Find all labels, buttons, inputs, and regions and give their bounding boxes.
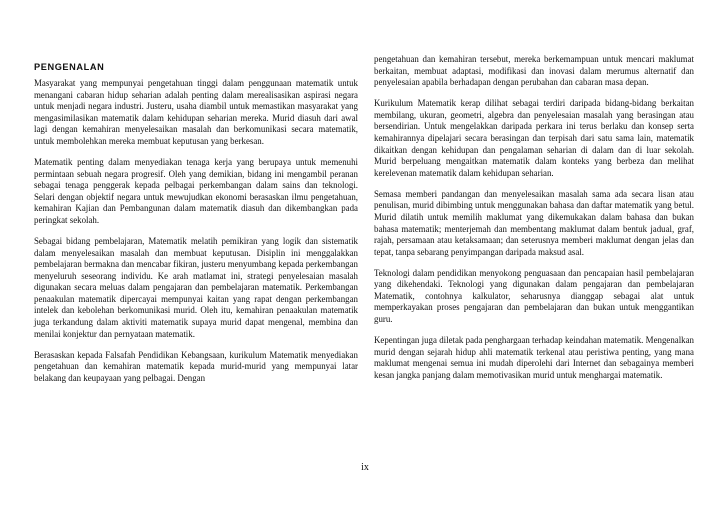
section-heading: PENGENALAN [34, 62, 105, 72]
page-number: ix [361, 462, 369, 473]
paragraph: Semasa memberi pandangan dan menyelesaikan masalah sama ada secara lisan atau penulisan, murid dibimbing untuk menggunakan bahasa dan daftar matematik yang betul. Murid dilatih untuk memilih maklumat yang dikemukakan dalam bahasa dan bukan bahasa matematik; menterjemah dan membentang maklumat dalam bentuk jadual, graf, rajah, persamaan atau ketaksamaan; dan seterusnya memberi maklumat dengan jelas dan tepat, tanpa sebarang penyimpangan daripada maksud asal. [374, 188, 694, 257]
paragraph: Teknologi dalam pendidikan menyokong penguasaan dan pencapaian hasil pembelajaran yang dikehendaki. Teknologi yang digunakan dalam pengajaran dan pembelajaran Matematik, contohnya kalkulator, seharusnya dianggap sebagai alat untuk memperkayakan proses pengajaran dan pembelajaran dan bukan untuk menggantikan guru. [374, 267, 694, 325]
paragraph: Sebagai bidang pembelajaran, Matematik melatih pemikiran yang logik dan sistematik dalam menyelesaikan masalah dan membuat keputusan. Disiplin ini menggalakkan pembelajaran bermakna dan mencabar fikiran, justeru menyumbang kepada perkembangan menyeluruh seseorang individu. Ke arah matlamat ini, strategi penyelesaian masalah digunakan secara meluas dalam pengajaran dan pembelajaran matematik. Perkembangan penaakulan matematik dipercayai mempunyai kaitan yang rapat dengan perkembangan intelek dan kebolehan berkomunikasi murid. Oleh itu, kemahiran penaakulan matematik juga terkandung dalam aktiviti matematik supaya murid dapat mengenal, membina dan menilai konjektur dan pernyataan matematik. [34, 235, 358, 339]
paragraph: Masyarakat yang mempunyai pengetahuan tinggi dalam penggunaan matematik untuk menangani cabaran hidup seharian adalah penting dalam merealisasikan aspirasi negara untuk menjadi negara industri. Justeru, usaha diambil untuk memastikan masyarakat yang mengasimilasikan matematik dalam kehidupan seharian mereka. Murid diasuh dari awal lagi dengan kemahiran menyelesaikan masalah dan berkomunikasi secara matematik, untuk membolehkan mereka membuat keputusan yang berkesan. [34, 78, 358, 146]
paragraph: pengetahuan dan kemahiran tersebut, mereka berkemampuan untuk mencari maklumat berkaitan, membuat adaptasi, modifikasi dan inovasi dalam merumus alternatif dan penyelesaian apabila berhadapan dengan perubahan dan cabaran masa depan. [374, 54, 694, 88]
paragraph: Matematik penting dalam menyediakan tenaga kerja yang berupaya untuk memenuhi permintaan sebuah negara progresif. Oleh yang demikian, bidang ini mengambil peranan sebagai tenaga penggerak kepada pelbagai perkembangan dalam sains dan teknologi. Selari dengan objektif negara untuk mewujudkan ekonomi berasaskan ilmu pengetahuan, kemahiran Kajian dan Pembangunan dalam matematik diasuh dan dikembangkan pada peringkat sekolah. [34, 156, 358, 225]
paragraph: Kepentingan juga diletak pada penghargaan terhadap keindahan matematik. Mengenalkan murid dengan sejarah hidup ahli matematik terkenal atau peristiwa penting, yang mana maklumat mengenai semua ini mudah diperolehi dari Internet dan sebagainya memberi kesan jangka panjang dalam memotivasikan murid untuk menghargai matematik. [374, 335, 694, 380]
paragraph: Kurikulum Matematik kerap dilihat sebagai terdiri daripada bidang-bidang berkaitan membilang, ukuran, geometri, algebra dan penyelesaian masalah yang berasingan atau bersendirian. Untuk mengelakkan daripada perkara ini terus berlaku dan konsep serta kemahirannya dipelajari secara berasingan dan terpisah dari satu sama lain, matematik dikaitkan dengan kehidupan dan pengalaman seharian di dalam dan di luar sekolah. Murid berpeluang mengaitkan matematik dalam konteks yang berbeza dan melihat kerelevenan matematik dalam kehidupan seharian. [374, 98, 694, 178]
paragraph: Berasaskan kepada Falsafah Pendidikan Kebangsaan, kurikulum Matematik menyediakan pengetahuan dan kemahiran matematik kepada murid-murid yang mempunyai latar belakang dan keupayaan yang pelbagai. Dengan [34, 349, 358, 383]
right-column [374, 54, 694, 391]
left-column [34, 54, 358, 394]
